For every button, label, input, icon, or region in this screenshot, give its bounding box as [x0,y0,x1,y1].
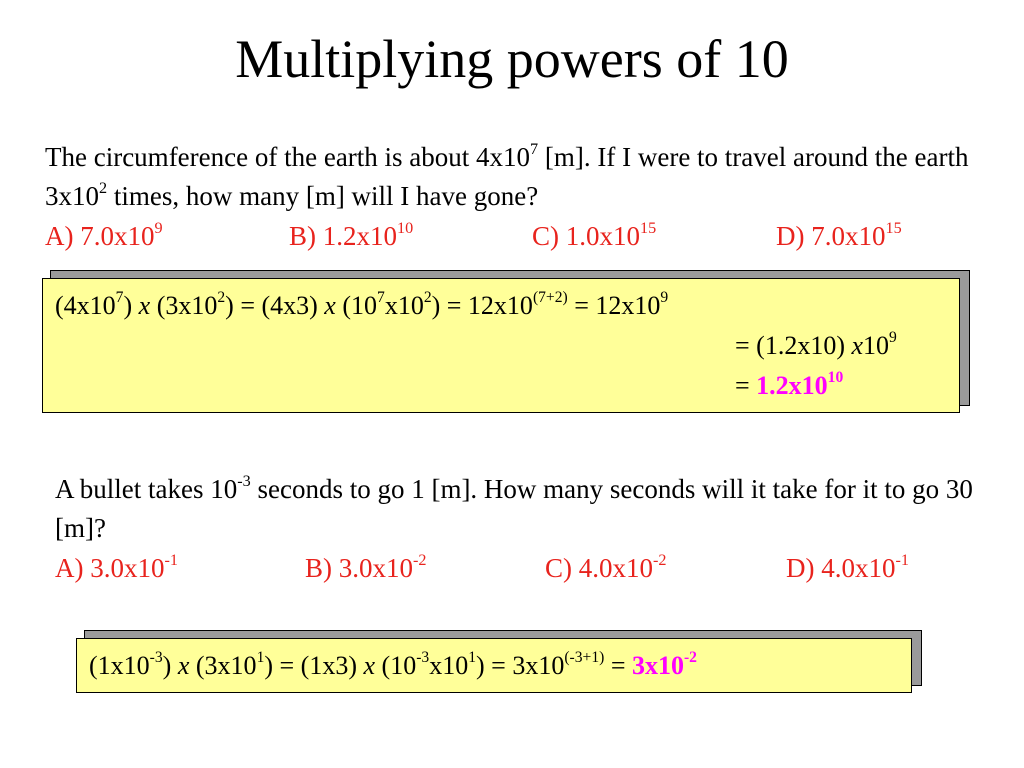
question-1-text: The circumference of the earth is about $4x10^7$ [m]. If I were to travel around the earth $3x10^2$ times, how many [m] will I have gone? [45,139,969,211]
solution-2-box [76,638,912,693]
solution-1-answer: $1.2x10^{10}$ [756,369,844,400]
choice-c: C) $1.0x10^{15}$ [532,218,657,251]
choice-d: D) $4.0x10^{-1}$ [786,550,909,583]
choice-b: B) $1.2x10^{10}$ [289,218,414,251]
solution-2-line: $(1x10^{-3})$ x $(3x10^1) = (1x3)$ x $(10^{-3}x10^1) = 3x10^{(-3+1)} = 3x10^{-2}$ [89,649,697,680]
solution-1-line-3: = $1.2x10^{10}$ [735,369,844,400]
solution-1-box [42,278,960,413]
choice-d: D) $7.0x10^{15}$ [776,218,902,251]
solution-1-line-2: = (1.2x10) $x10^9$ [735,329,897,360]
choice-a: A) $3.0x10^{-1}$ [55,550,178,583]
choice-b: B) $3.0x10^{-2}$ [305,550,427,583]
choice-a: A) $7.0x10^9$ [45,218,163,251]
solution-2-answer: $3x10^{-2}$ [631,649,697,680]
slide-title: Multiplying powers of 10 [235,29,789,89]
choice-c: C) $4.0x10^{-2}$ [545,550,667,583]
solution-1-line-1: $(4x10^7)$ x $(3x10^2) = (4x3)$ x $(10^7x10^2) = 12x10^{(7+2)} = 12x10^9$ [55,289,669,320]
question-2-text: A bullet takes $10^{-3}$ seconds to go 1 [m]. How many seconds will it take for it to go 30 [m]? [55,471,973,543]
